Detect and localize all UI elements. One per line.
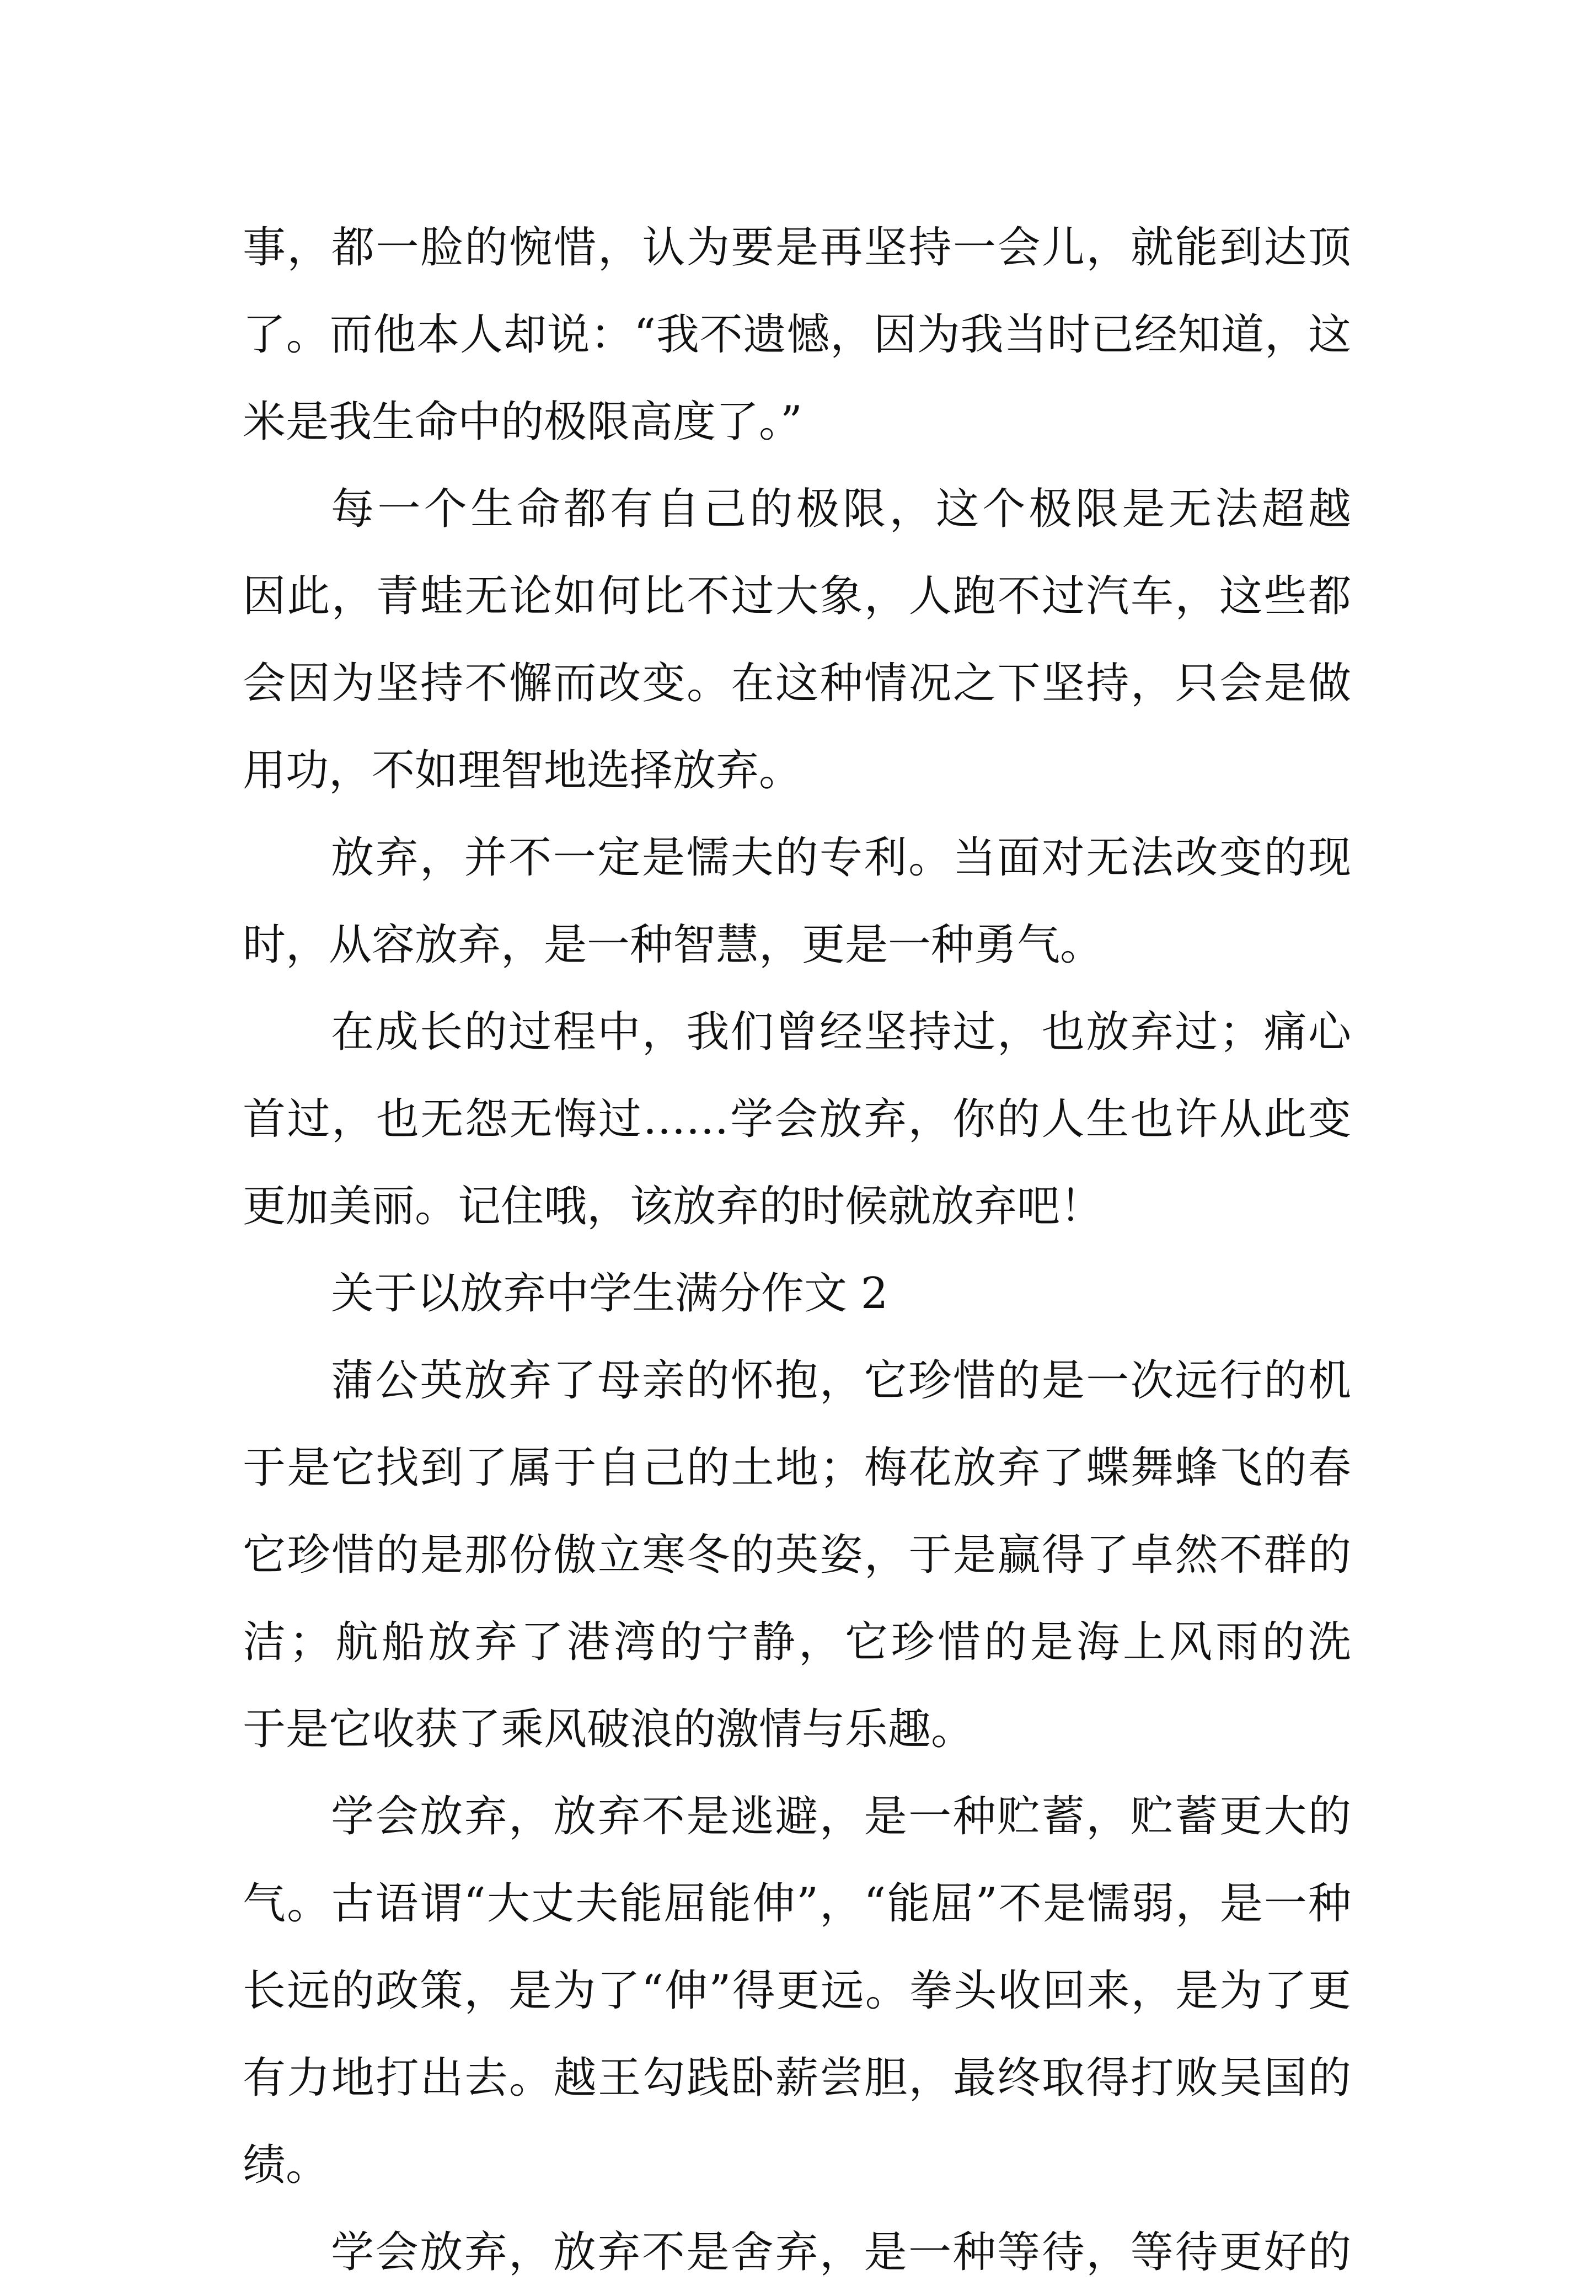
text-line: 因此，青蛙无论如何比不过大象，人跑不过汽车，这些都 — [243, 572, 1351, 621]
text-line: 米是我生命中的极限高度了。” — [243, 397, 802, 447]
text-line: 长远的政策，是为了“伸”得更远。拳头收回来，是为了更 — [243, 1966, 1351, 2016]
paragraph-first-line: 放弃，并不一定是懦夫的专利。当面对无法改变的现 — [331, 833, 1351, 883]
paragraph-first-line: 在成长的过程中，我们曾经坚持过，也放弃过；痛心 — [331, 1007, 1351, 1057]
text-line: 气。古语谓“大丈夫能屈能伸”，“能屈”不是懦弱，是一种 — [243, 1879, 1351, 1929]
text-line: 事，都一脸的惋惜，认为要是再坚持一会儿，就能到达顶 — [243, 223, 1351, 273]
text-line: 用功，不如理智地选择放弃。 — [243, 746, 802, 795]
paragraph-first-line: 学会放弃，放弃不是逃避，是一种贮蓄，贮蓄更大的 — [331, 1792, 1351, 1841]
text-line: 了。而他本人却说：“我不遗憾，因为我当时已经知道，这 — [243, 310, 1351, 360]
text-line: 它珍惜的是那份傲立寒冬的英姿，于是赢得了卓然不群的 — [243, 1530, 1351, 1580]
text-line: 有力地打出去。越王勾践卧薪尝胆，最终取得打败吴国的 — [243, 2053, 1351, 2103]
paragraph-first-line: 每一个生命都有自己的极限，这个极限是无法超越 — [331, 484, 1351, 534]
paragraph-first-line: 学会放弃，放弃不是舍弃，是一种等待，等待更好的 — [331, 2228, 1351, 2277]
text-line: 于是它找到了属于自己的土地；梅花放弃了蝶舞蜂飞的春 — [243, 1443, 1351, 1493]
text-line: 于是它收获了乘风破浪的激情与乐趣。 — [243, 1705, 974, 1754]
text-line: 时，从容放弃，是一种智慧，更是一种勇气。 — [243, 920, 1104, 970]
text-line: 首过，也无怨无悔过……学会放弃，你的人生也许从此变 — [243, 1094, 1351, 1144]
essay-body — [243, 204, 1351, 2296]
paragraph-first-line: 蒲公英放弃了母亲的怀抱，它珍惜的是一次远行的机 — [331, 1356, 1351, 1406]
text-line: 洁；航船放弃了港湾的宁静，它珍惜的是海上风雨的洗 — [243, 1617, 1351, 1667]
text-line: 更加美丽。记住哦，该放弃的时候就放弃吧！ — [243, 1182, 1104, 1231]
text-line: 会因为坚持不懈而改变。在这种情况之下坚持，只会是做 — [243, 659, 1351, 708]
section-heading: 关于以放弃中学生满分作文 2 — [331, 1269, 888, 1318]
text-line: 绩。 — [243, 2140, 329, 2190]
